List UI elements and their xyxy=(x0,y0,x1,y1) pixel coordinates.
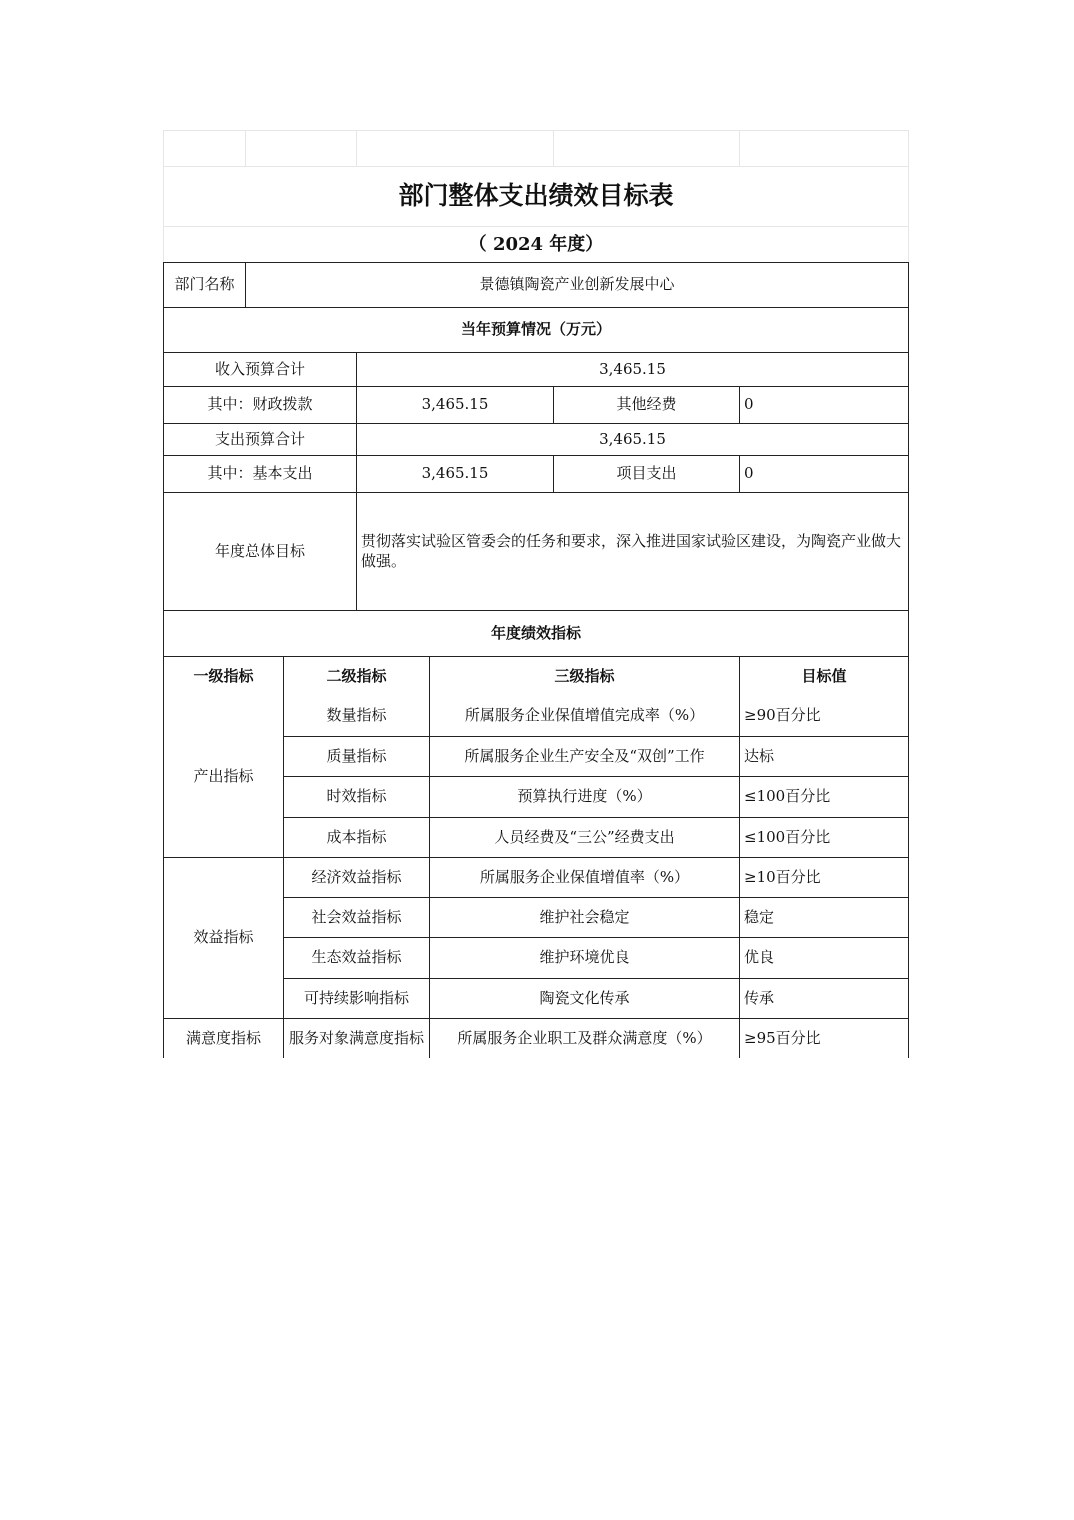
page-title: 部门整体支出绩效目标表 xyxy=(163,166,909,227)
project-label: 项目支出 xyxy=(553,455,740,493)
indicator-target: ≥10百分比 xyxy=(739,857,909,898)
indicator-l2: 数量指标 xyxy=(283,696,430,737)
indicator-l3: 所属服务企业职工及群众满意度（%） xyxy=(429,1018,740,1058)
dept-label: 部门名称 xyxy=(163,262,246,308)
indicator-target: ≤100百分比 xyxy=(739,776,909,818)
indicator-target: ≥90百分比 xyxy=(739,696,909,737)
indicator-target: 达标 xyxy=(739,736,909,777)
indicator-l3: 人员经费及“三公”经费支出 xyxy=(429,817,740,858)
indicator-l2: 经济效益指标 xyxy=(283,857,430,898)
goal-text: 贯彻落实试验区管委会的任务和要求，深入推进国家试验区建设，为陶瓷产业做大做强。 xyxy=(356,492,909,611)
project-value: 0 xyxy=(739,455,909,493)
fiscal-label: 其中：财政拨款 xyxy=(163,386,357,424)
empty-cell xyxy=(163,130,246,167)
group-satisfaction: 满意度指标 xyxy=(163,1018,284,1058)
basic-value: 3,465.15 xyxy=(356,455,554,493)
group-output: 产出指标 xyxy=(163,696,284,858)
indicator-l3: 陶瓷文化传承 xyxy=(429,978,740,1019)
empty-cell xyxy=(245,130,357,167)
empty-cell xyxy=(356,130,554,167)
indicator-l3: 所属服务企业保值增值率（%） xyxy=(429,857,740,898)
indicator-l2: 生态效益指标 xyxy=(283,937,430,979)
indicator-l3: 维护环境优良 xyxy=(429,937,740,979)
other-label: 其他经费 xyxy=(553,386,740,424)
col-header-l2: 二级指标 xyxy=(283,656,430,697)
indicator-target: 稳定 xyxy=(739,897,909,938)
col-header-l3: 三级指标 xyxy=(429,656,740,697)
expense-total: 3,465.15 xyxy=(356,423,909,456)
basic-label: 其中：基本支出 xyxy=(163,455,357,493)
dept-name: 景德镇陶瓷产业创新发展中心 xyxy=(245,262,909,308)
indicator-l3: 所属服务企业保值增值完成率（%） xyxy=(429,696,740,737)
col-header-l1: 一级指标 xyxy=(163,656,284,697)
empty-cell xyxy=(739,130,909,167)
perf-header: 年度绩效指标 xyxy=(163,610,909,657)
income-total-label: 收入预算合计 xyxy=(163,352,357,387)
income-total: 3,465.15 xyxy=(356,352,909,387)
indicator-target: 传承 xyxy=(739,978,909,1019)
indicator-l3: 维护社会稳定 xyxy=(429,897,740,938)
empty-cell xyxy=(553,130,740,167)
indicator-l2: 质量指标 xyxy=(283,736,430,777)
fiscal-value: 3,465.15 xyxy=(356,386,554,424)
indicator-l2: 时效指标 xyxy=(283,776,430,818)
indicator-l2: 成本指标 xyxy=(283,817,430,858)
year-label: （ 2024 年度） xyxy=(163,226,909,263)
group-benefit: 效益指标 xyxy=(163,857,284,1019)
goal-label: 年度总体目标 xyxy=(163,492,357,611)
indicator-l3: 所属服务企业生产安全及“双创”工作 xyxy=(429,736,740,777)
other-value: 0 xyxy=(739,386,909,424)
col-header-target: 目标值 xyxy=(739,656,909,697)
indicator-l2: 服务对象满意度指标 xyxy=(283,1018,430,1058)
indicator-l3: 预算执行进度（%） xyxy=(429,776,740,818)
indicator-target: ≥95百分比 xyxy=(739,1018,909,1058)
expense-total-label: 支出预算合计 xyxy=(163,423,357,456)
budget-header: 当年预算情况（万元） xyxy=(163,307,909,353)
indicator-target: 优良 xyxy=(739,937,909,979)
indicator-l2: 可持续影响指标 xyxy=(283,978,430,1019)
indicator-l2: 社会效益指标 xyxy=(283,897,430,938)
indicator-target: ≤100百分比 xyxy=(739,817,909,858)
